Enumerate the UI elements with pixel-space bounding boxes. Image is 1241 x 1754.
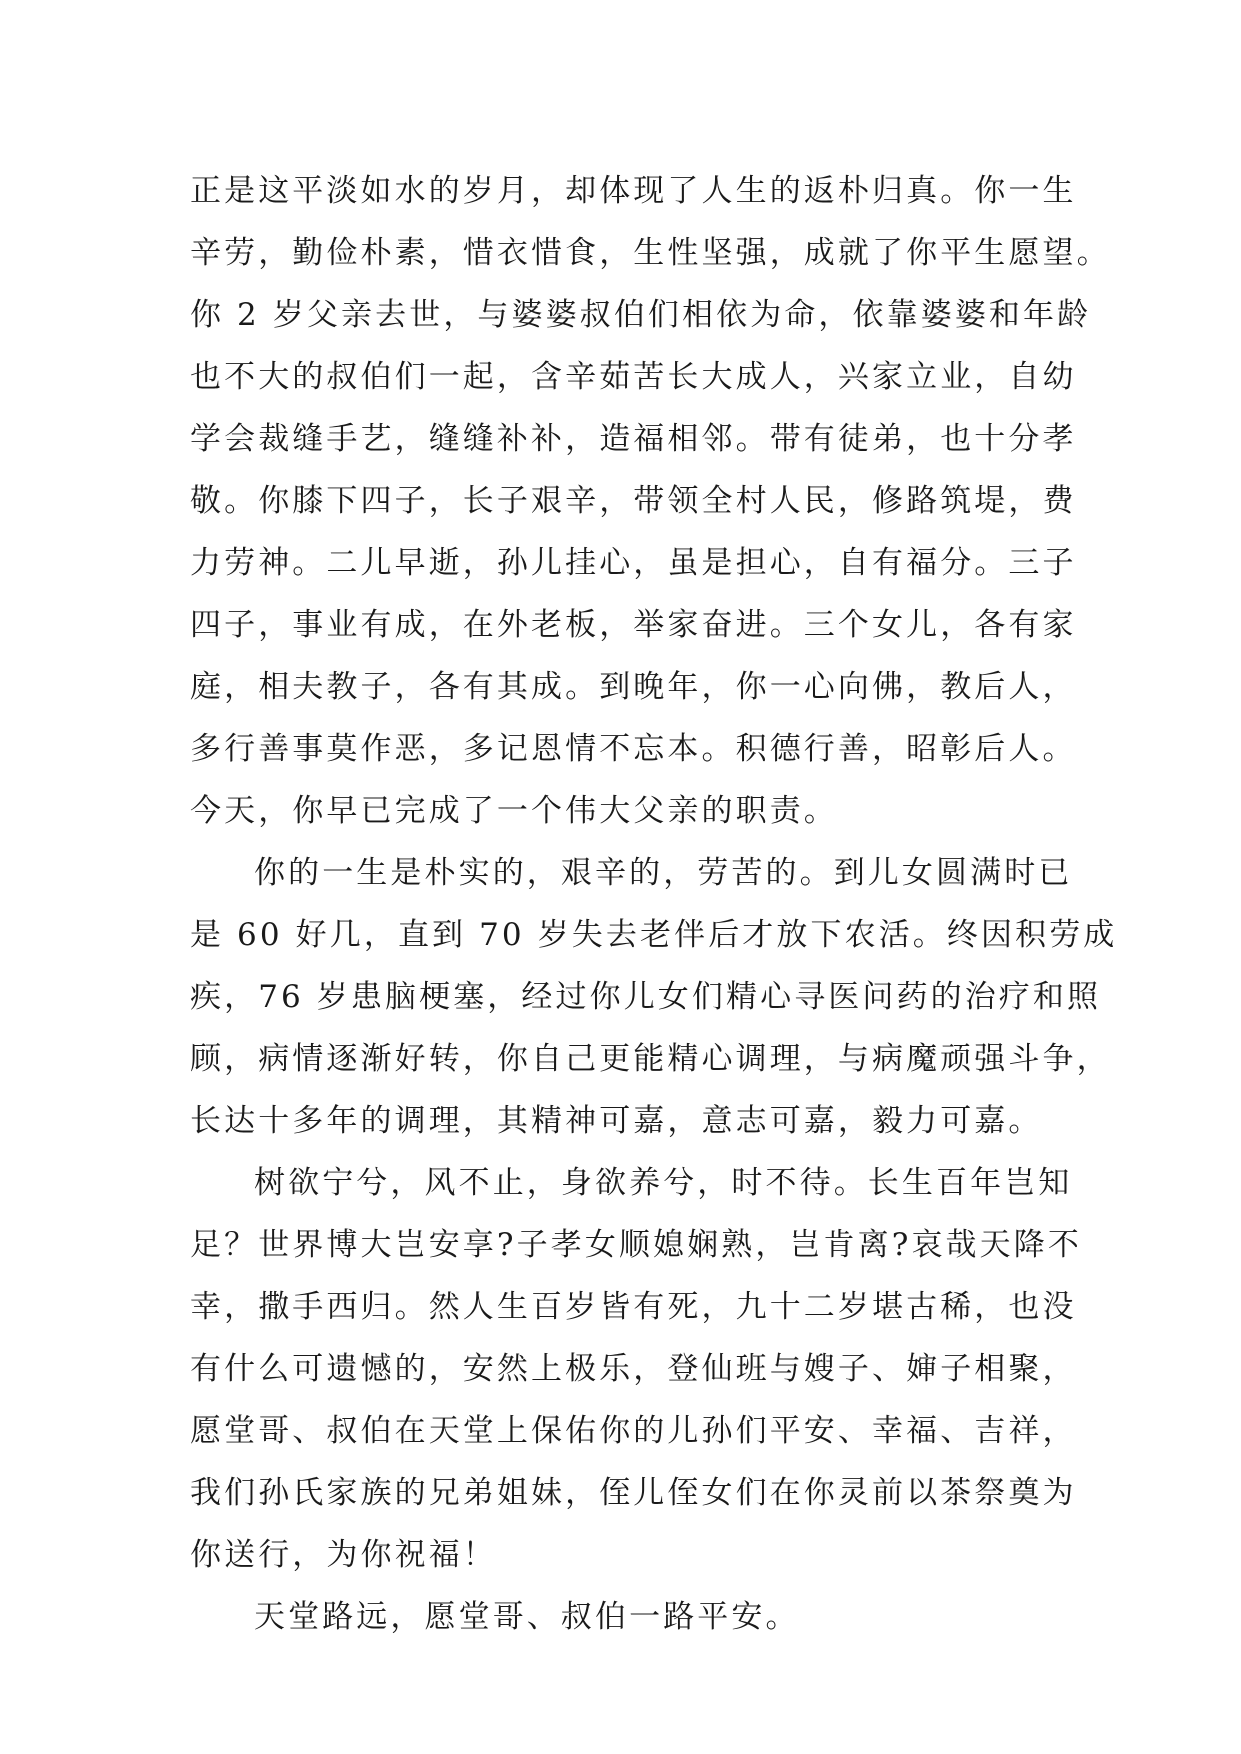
text-line: 也不大的叔伯们一起，含辛茹苦长大成人，兴家立业，自幼 [190, 359, 1077, 395]
text-line: 是 60 好几，直到 70 岁失去老伴后才放下农活。终因积劳成 [190, 917, 1118, 953]
text-line: 你送行，为你祝福！ [190, 1537, 497, 1573]
text-line: 学会裁缝手艺，缝缝补补，造福相邻。带有徒弟，也十分孝 [190, 421, 1077, 457]
text-line: 长达十多年的调理，其精神可嘉，意志可嘉，毅力可嘉。 [190, 1103, 1043, 1139]
text-line: 辛劳，勤俭朴素，惜衣惜食，生性坚强，成就了你平生愿望。 [190, 235, 1111, 271]
text-line: 今天，你早已完成了一个伟大父亲的职责。 [190, 793, 838, 829]
text-line: 幸，撒手西归。然人生百岁皆有死，九十二岁堪古稀，也没 [190, 1289, 1077, 1325]
text-line: 力劳神。二儿早逝，孙儿挂心，虽是担心，自有福分。三子 [190, 545, 1077, 581]
text-line: 足？世界博大岂安享?子孝女顺媳娴熟，岂肯离?哀哉天降不 [190, 1227, 1082, 1263]
text-line: 愿堂哥、叔伯在天堂上保佑你的儿孙们平安、幸福、吉祥， [190, 1413, 1077, 1449]
text-line: 你 2 岁父亲去世，与婆婆叔伯们相依为命，依靠婆婆和年龄 [190, 297, 1092, 333]
document-body [190, 160, 1118, 1648]
text-line: 正是这平淡如水的岁月，却体现了人生的返朴归真。你一生 [190, 173, 1077, 209]
paragraph-first-line: 你的一生是朴实的，艰辛的，劳苦的。到儿女圆满时已 [254, 855, 1073, 891]
paragraph-first-line: 天堂路远，愿堂哥、叔伯一路平安。 [254, 1599, 800, 1635]
text-line: 四子，事业有成，在外老板，举家奋进。三个女儿，各有家 [190, 607, 1077, 643]
text-line: 敬。你膝下四子，长子艰辛，带领全村人民，修路筑堤，费 [190, 483, 1077, 519]
text-line: 我们孙氏家族的兄弟姐妹，侄儿侄女们在你灵前以茶祭奠为 [190, 1475, 1077, 1511]
text-line: 多行善事莫作恶，多记恩情不忘本。积德行善，昭彰后人。 [190, 731, 1077, 767]
paragraph-first-line: 树欲宁兮，风不止，身欲养兮，时不待。长生百年岂知 [254, 1165, 1073, 1201]
text-line: 疾，76 岁患脑梗塞，经过你儿女们精心寻医问药的治疗和照 [190, 979, 1102, 1015]
text-line: 顾，病情逐渐好转，你自己更能精心调理，与病魔顽强斗争， [190, 1041, 1111, 1077]
text-line: 庭，相夫教子，各有其成。到晚年，你一心向佛，教后人， [190, 669, 1077, 705]
text-line: 有什么可遗憾的，安然上极乐，登仙班与嫂子、婶子相聚， [190, 1351, 1077, 1387]
